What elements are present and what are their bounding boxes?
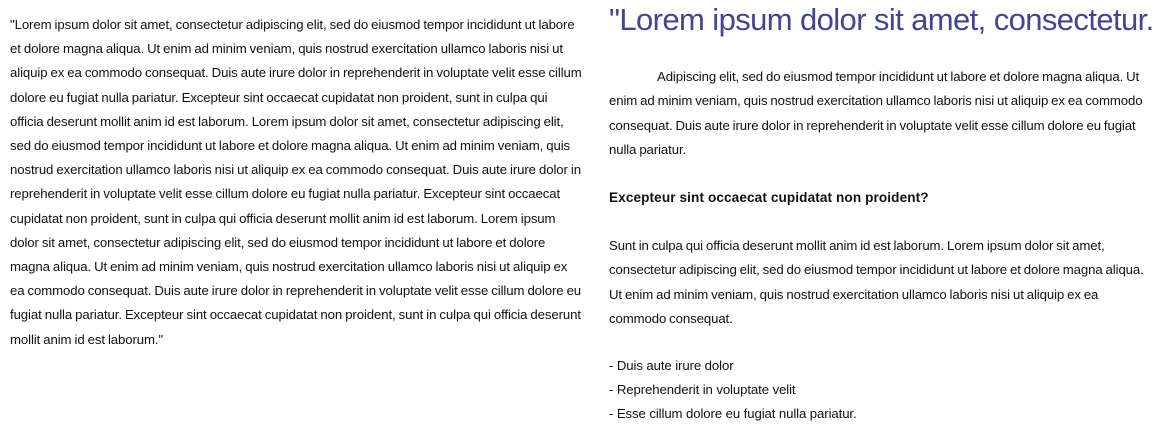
left-column <box>10 13 582 352</box>
right-column <box>609 0 1155 426</box>
intro-paragraph: Adipiscing elit, sed do eiusmod tempor incididunt ut labore et dolore magna aliqua. Ut enim ad minim veniam, quis nostrud exercitation ullamco laboris nisi ut aliquip ex ea commodo consequat. Duis aute irure dolor in reprehenderit in voluptate velit esse cillum dolore eu fugiat nulla pariatur. <box>609 69 1143 157</box>
bullet-list <box>609 354 1155 426</box>
headline: "Lorem ipsum dolor sit amet, consectetur. <box>609 2 1154 37</box>
bullet-item: - Reprehenderit in voluptate velit <box>609 382 796 398</box>
subheading: Excepteur sint occaecat cupidatat non proident? <box>609 190 929 206</box>
bullet-item: - Esse cillum dolore eu fugiat nulla pariatur. <box>609 406 857 422</box>
bullet-item: - Duis aute irure dolor <box>609 358 734 374</box>
quote-paragraph: "Lorem ipsum dolor sit amet, consectetur adipiscing elit, sed do eiusmod tempor incididunt ut labore et dolore magna aliqua. Ut enim ad minim veniam, quis nostrud exercitation ullamco laboris nisi ut aliquip ex ea commodo consequat. Duis aute irure dolor in reprehenderit in voluptate velit esse cillum dolore eu fugiat nulla pariatur. Excepteur sint occaecat cupidatat non proident, sunt in culpa qui officia deserunt mollit anim id est laborum. Lorem ipsum dolor sit amet, consectetur adipiscing elit, sed do eiusmod tempor incididunt ut labore et dolore magna aliqua. Ut enim ad minim veniam, quis nostrud exercitation ullamco laboris nisi ut aliquip ex ea commodo consequat. Duis aute irure dolor in reprehenderit in voluptate velit esse cillum dolore eu fugiat nulla pariatur. Excepteur sint occaecat cupidatat non proident, sunt in culpa qui officia deserunt mollit anim id est laborum. Lorem ipsum dolor sit amet, consectetur adipiscing elit, sed do eiusmod tempor incididunt ut labore et dolore magna aliqua. Ut enim ad minim veniam, quis nostrud exercitation ullamco laboris nisi ut aliquip ex ea commodo consequat. Duis aute irure dolor in reprehenderit in voluptate velit esse cillum dolore eu fugiat nulla pariatur. Excepteur sint occaecat cupidatat non proident, sunt in culpa qui officia deserunt mollit anim id est laborum." <box>10 17 582 347</box>
body-paragraph: Sunt in culpa qui officia deserunt mollit anim id est laborum. Lorem ipsum dolor sit amet, consectetur adipiscing elit, sed do eiusmod tempor incididunt ut labore et dolore magna aliqua. Ut enim ad minim veniam, quis nostrud exercitation ullamco laboris nisi ut aliquip ex ea commodo consequat. <box>609 238 1144 327</box>
